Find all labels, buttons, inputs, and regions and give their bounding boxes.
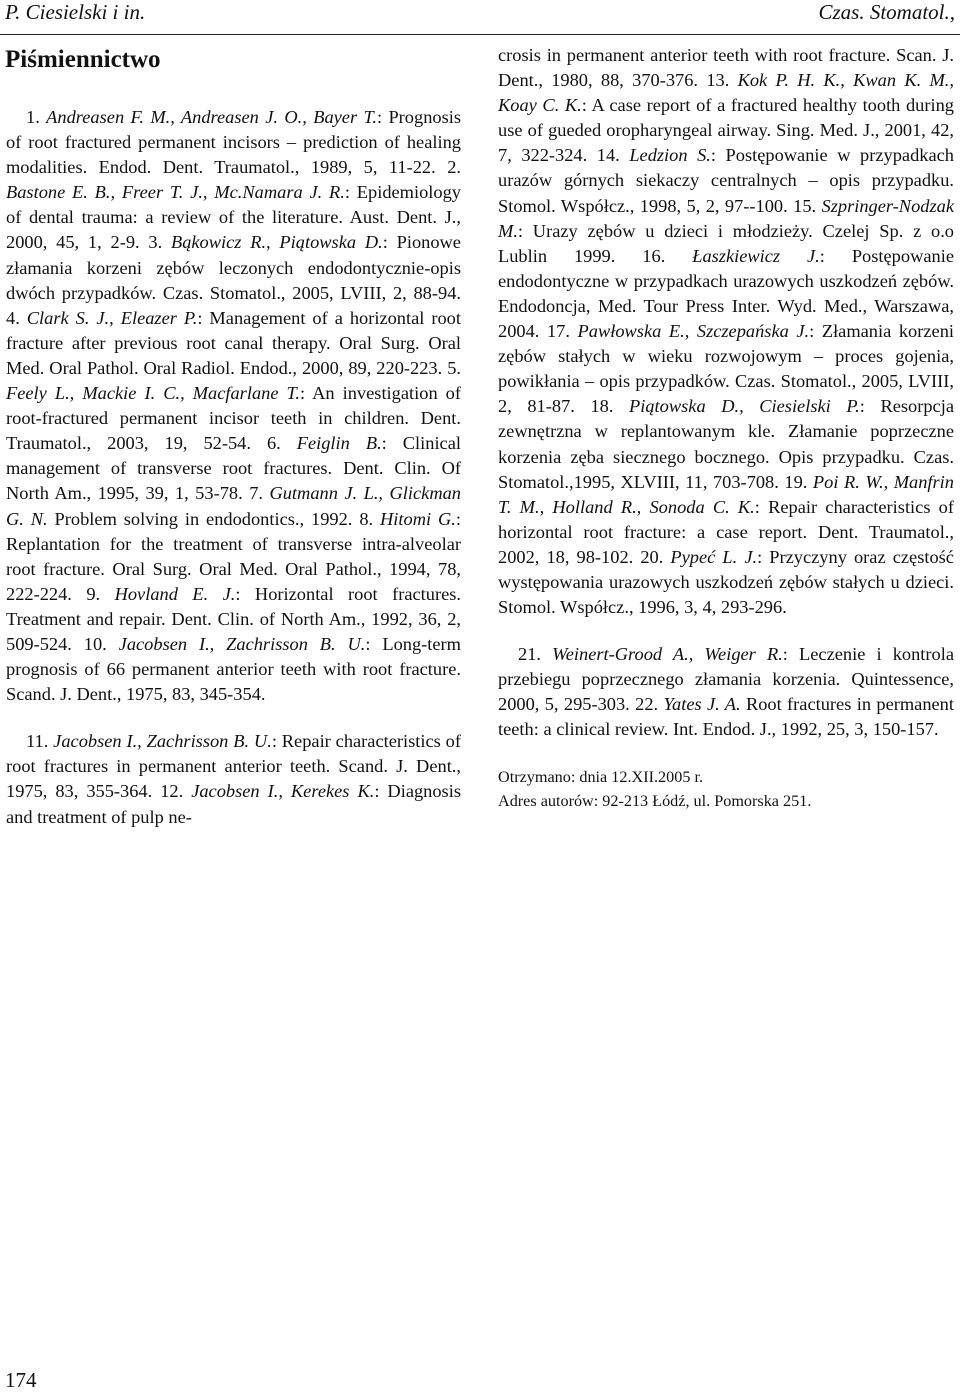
page-number: 174 — [5, 1368, 37, 1392]
reference-authors: Jacobsen I., Kerekes K. — [191, 781, 375, 802]
reference-20: 20. Pypeć L. J.: Przyczyny oraz częstość występowania urazowych uszkodzeń zębów stałych u dzieci. Stomol. Współcz., 1996, 3, 4, 293-296. — [498, 546, 954, 618]
running-header-journal: Czas. Stomatol., — [818, 0, 955, 24]
reference-authors: Poi R. W., Manfrin T. M., Holland R., Sonoda C. K. — [498, 471, 954, 517]
reference-21: 21. Weinert-Grood A., Weiger R.: Leczenie i kontrola przebiegu poprzecznego złamania korzenia. Quintessence, 2000, 5, 295-303. — [498, 644, 954, 715]
reference-authors: Ledzion S. — [629, 145, 711, 166]
reference-8: 8. Hitomi G.: Replantation for the treatment of transverse intra-alveolar root fracture. Oral Surg. Oral Med. Oral Pathol., 1994, 78, 222-224. — [6, 508, 462, 604]
reference-6: 6. Feiglin B.: Clinical management of transverse root fractures. Dent. Clin. Of North Am., 1995, 39, 1, 53-78. — [6, 433, 461, 504]
reference-authors: Andreasen F. M., Andreasen J. O., Bayer T. — [46, 107, 377, 127]
reference-9: 9. Hovland E. J.: Horizontal root fractures. Treatment and repair. Dent. Clin. of North Am., 1992, 36, 2, 509-524. — [6, 583, 462, 654]
reference-12-continued: crosis in permanent anterior teeth with root fracture. Scan. J. Dent., 1980, 88, 370-376. — [498, 45, 954, 91]
left-column — [6, 105, 461, 830]
reference-authors: Weinert-Grood A., Weiger R. — [552, 644, 783, 665]
right-column — [498, 43, 954, 814]
reference-17: 17. Pawłowska E., Szczepańska J.: Złamania korzeni zębów stałych w wieku rozwojowym – proces gojenia, powikłania – opis przypadków. Czas. Stomatol., 2005, LVIII, 2, 81-87. — [498, 321, 954, 417]
reference-authors: Yates J. A. — [663, 694, 741, 715]
reference-11: 11. Jacobsen I., Zachrisson B. U.: Repair characteristics of root fractures in permanent anterior teeth. Scand. J. Dent., 1975, 83, 355-364. — [6, 731, 462, 802]
reference-authors: Kok P. H. K., Kwan K. M., Koay C. K. — [498, 70, 954, 116]
running-header-authors: P. Ciesielski i in. — [5, 0, 146, 24]
reference-group-1-10 — [6, 105, 461, 707]
reference-18: 18. Piątowska D., Ciesielski P.: Resorpcja zewnętrzna w replantowanym kle. Złamanie poprzeczne korzenia zęba siecznego bocznego. Opis przypadku. Czas. Stomatol.,1995, XLVIII, 11, 703-708. — [498, 396, 954, 492]
reference-15: 15. Szpringer-Nodzak M.: Urazy zębów u dzieci i młodzieży. Czelej Sp. z o.o Lublin 1999. — [498, 195, 954, 266]
authors-address: Adres autorów: 92-213 Łódź, ul. Pomorska 251. — [498, 792, 812, 811]
reference-14: 14. Ledzion S.: Postępowanie w przypadkach urazów górnych siekaczy centralnych – opis przypadku. Stomol. Współcz., 1998, 5, 2, 97--100. — [498, 145, 954, 216]
reference-12: 12. Jacobsen I., Kerekes K.: Diagnosis and treatment of pulp ne- — [6, 781, 461, 827]
reference-19: 19. Poi R. W., Manfrin T. M., Holland R., Sonoda C. K.: Repair characteristics of horizontal root fracture: a case report. Dent. Traumatol., 2002, 18, 98-102. — [498, 471, 954, 567]
reference-authors: Jacobsen I., Zachrisson B. U. — [118, 633, 366, 654]
reference-3: 3. Bąkowicz R., Piątowska D.: Pionowe złamania korzeni zębów leczonych endodontycznie-opis dwóch przypadków. Czas. Stomatol., 2005, LVIII, 2, 88-94. — [6, 232, 461, 303]
reference-authors: Feely L., Mackie I. C., Macfarlane T. — [6, 383, 300, 404]
reference-16: 16. Łaszkiewicz J.: Postępowanie endodontyczne w przypadkach urazowych uszkodzeń zębów. Endodoncja, Med. Tour Press Inter. Wyd. Med., Warszawa, 2004. — [498, 245, 954, 342]
reference-authors: Bąkowicz R., Piątowska D. — [170, 232, 383, 253]
reference-5: 5. Feely L., Mackie I. C., Macfarlane T.: An investigation of root-fractured permanent incisor teeth in children. Dent. Traumatol., 2003, 19, 52-54. — [6, 357, 461, 454]
reference-4: 4. Clark S. J., Eleazer P.: Management of a horizontal root fracture after previous root canal therapy. Oral Surg. Oral Med. Oral Pathol. Oral Radiol. Endod., 2000, 89, 220-223. — [6, 307, 461, 378]
reference-authors: Piątowska D., Ciesielski P. — [629, 396, 860, 417]
reference-7: 7. Gutmann J. L., Glickman G. N. Problem solving in endodontics., 1992. — [6, 483, 462, 529]
reference-group-12-20 — [498, 43, 954, 620]
reference-authors: Clark S. J., Eleazer P. — [26, 307, 198, 328]
reference-authors: Łaszkiewicz J. — [692, 245, 820, 266]
reference-authors: Jacobsen I., Zachrisson B. U. — [53, 731, 272, 752]
article-dates — [498, 765, 954, 814]
reference-authors: Szpringer-Nodzak M. — [498, 195, 954, 241]
reference-10: 10. Jacobsen I., Zachrisson B. U.: Long-term prognosis of 66 permanent anterior teeth with root fracture. Scand. J. Dent., 1975, 83, 345-354. — [6, 633, 461, 705]
reference-authors: Pawłowska E., Szczepańska J. — [577, 321, 810, 342]
section-title: Piśmiennictwo — [5, 46, 161, 73]
reference-1: 1. Andreasen F. M., Andreasen J. O., Bayer T.: Prognosis of root fractured permanent incisors – prediction of healing modalities. Endod. Dent. Traumatol., 1989, 5, 11-22. — [6, 107, 462, 178]
reference-22: 22. Yates J. A. Root fractures in permanent teeth: a clinical review. Int. Endod. J., 1992, 25, 3, 150-157. — [498, 694, 954, 740]
reference-authors: Hitomi G. — [380, 508, 456, 529]
reference-authors: Gutmann J. L., Glickman G. N. — [6, 483, 462, 529]
reference-authors: Pypeć L. J. — [670, 546, 758, 567]
reference-group-11-12 — [6, 729, 461, 829]
header-rule — [0, 34, 960, 35]
reference-authors: Bastone E. B., Freer T. J., Mc.Namara J. R. — [6, 182, 345, 203]
received-date: Otrzymano: dnia 12.XII.2005 r. — [498, 767, 703, 786]
reference-group-21-22 — [498, 642, 954, 742]
reference-2: 2. Bastone E. B., Freer T. J., Mc.Namara J. R.: Epidemiology of dental trauma: a review of the literature. Aust. Dent. J., 2000, 45, 1, 2-9. — [6, 157, 461, 253]
reference-authors: Feiglin B. — [296, 433, 382, 454]
reference-13: 13. Kok P. H. K., Kwan K. M., Koay C. K.: A case report of a fractured healthy tooth during use of gueded oropharyngeal airway. Sing. Med. J., 2001, 42, 7, 322-324. — [498, 70, 954, 166]
reference-authors: Hovland E. J. — [114, 583, 236, 604]
